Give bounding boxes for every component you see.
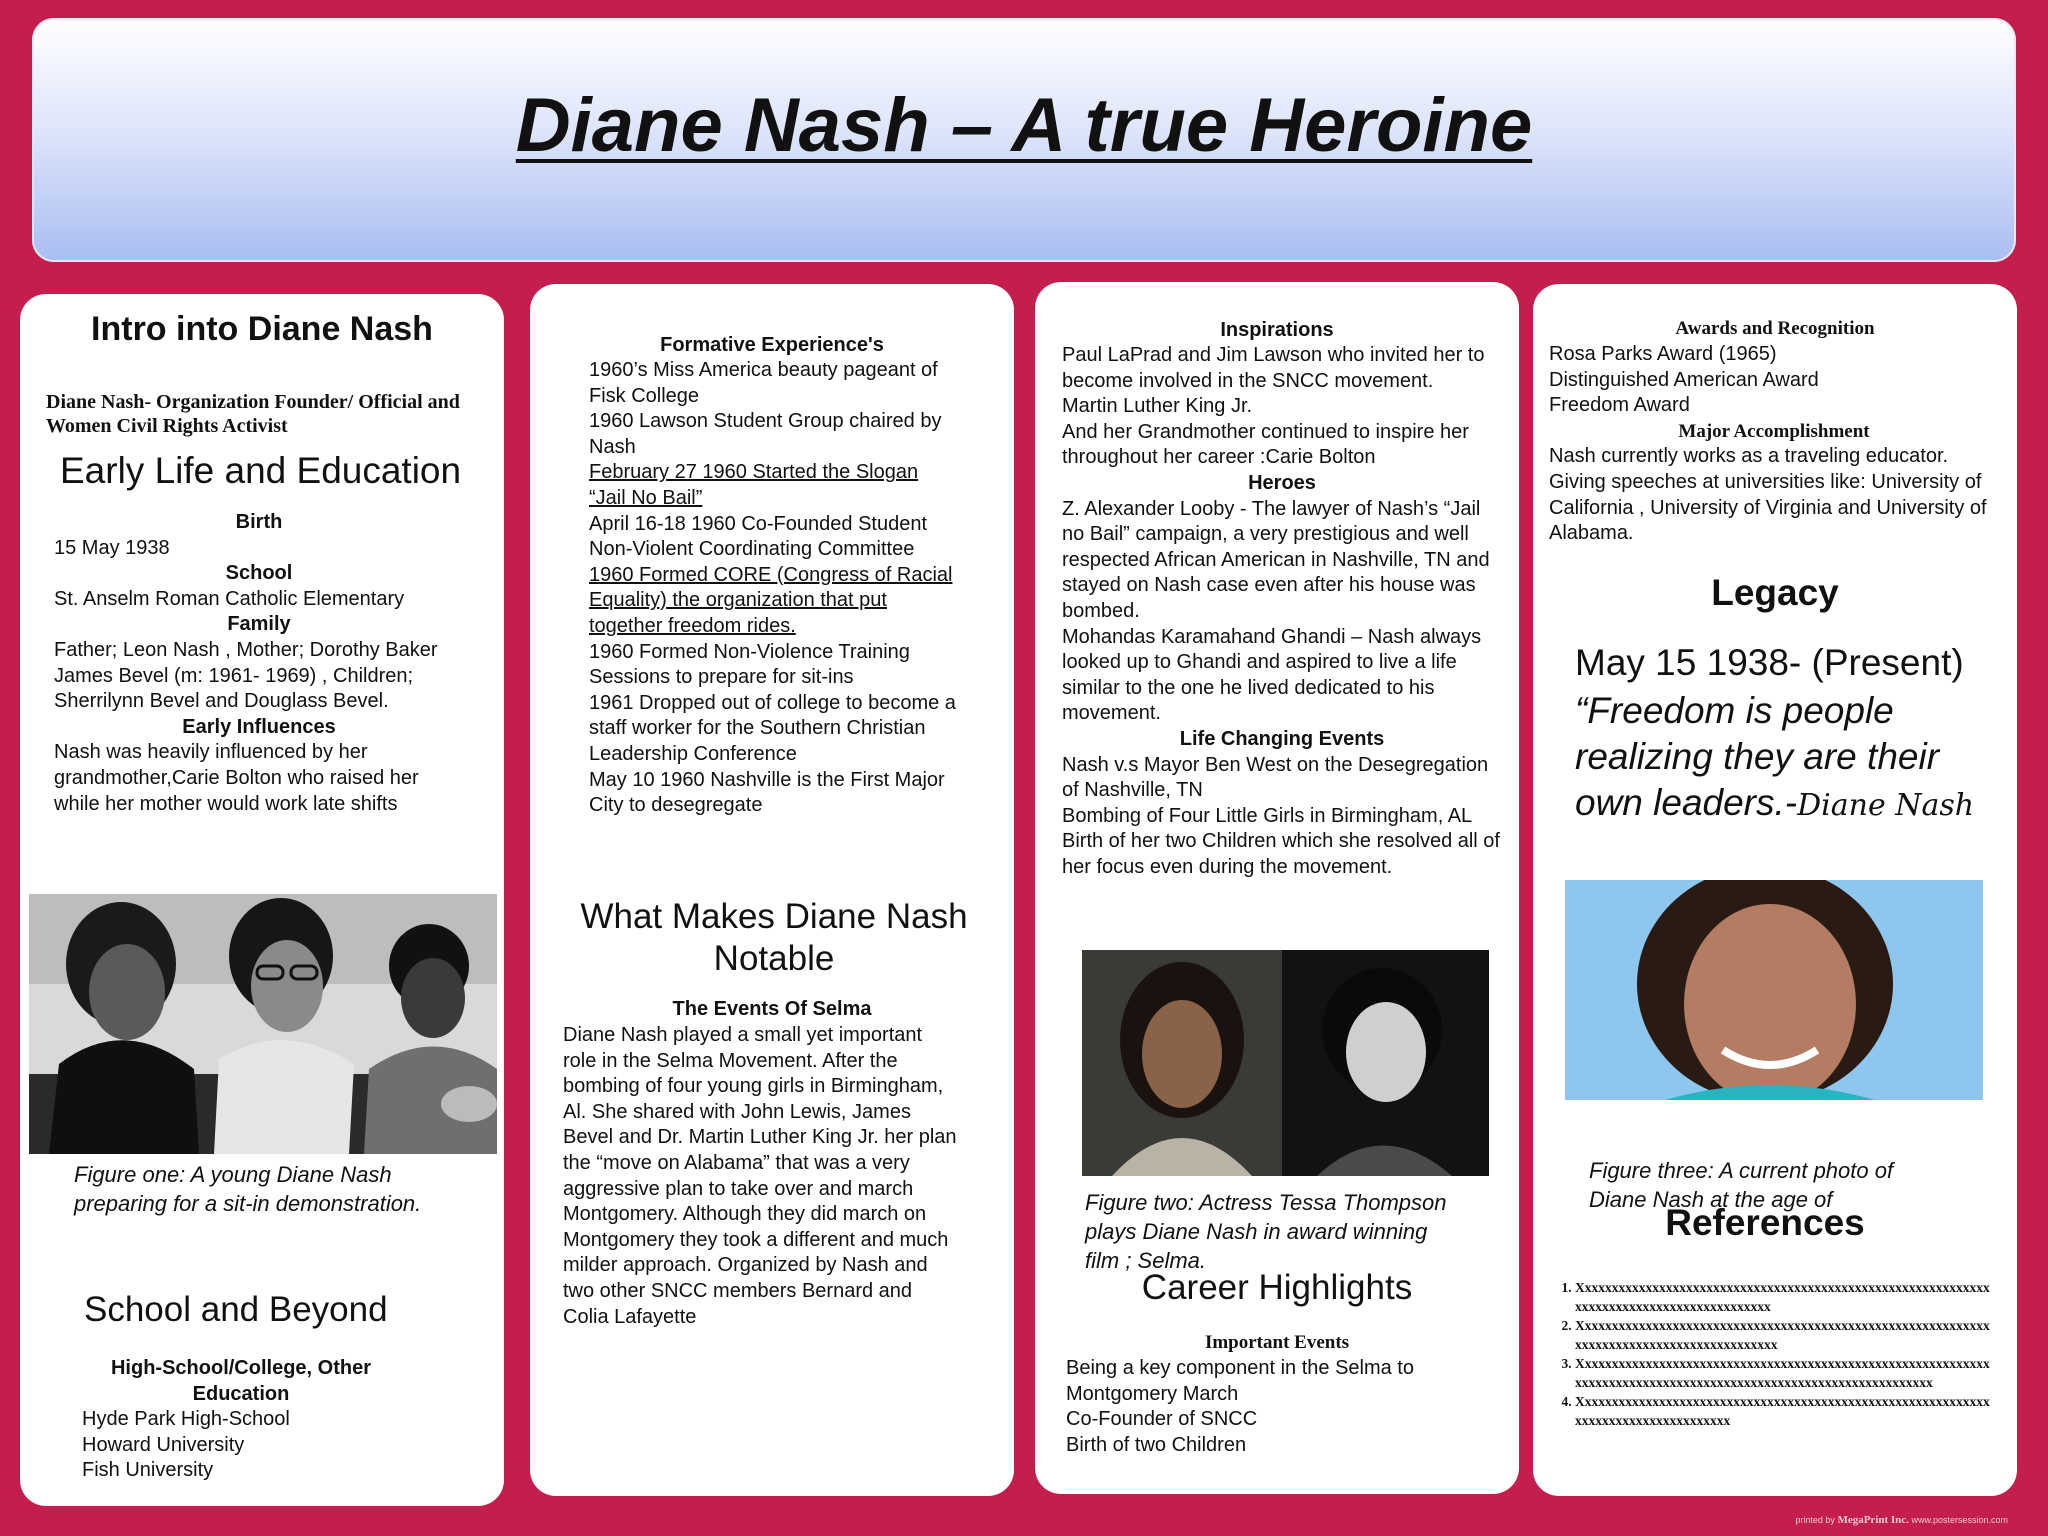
legacy-quote-block: [1575, 688, 1995, 829]
footer-prefix: printed by: [1795, 1515, 1835, 1525]
selma-text: Diane Nash played a small yet important role in the Selma Movement. After the bombing of four young girls in Birmingham, Al. She shared with John Lewis, James Bevel and Dr. Martin Luther King Jr. her plan the “move on Alabama” that was a very aggressive plan to take over and march Montgomery. Although they did march on Montgomery they took a different and much milder approach. Organized by Nash and two other SNCC members Bernard and Colia Lafayette: [563, 1024, 957, 1328]
formative-item: May 10 1960 Nashville is the First Major City to desegregate: [589, 768, 945, 817]
footer-site: www.postersession.com: [1911, 1515, 2008, 1525]
school-item: Hyde Park High-School: [82, 1408, 290, 1430]
formative-item: February 27 1960 Started the Slogan “Jail No Bail”: [589, 461, 919, 509]
intro-subtitle: Diane Nash- Organization Founder/ Official and Women Civil Rights Activist: [46, 391, 460, 437]
references-heading: References: [1665, 1202, 1865, 1243]
formative-item: 1960 Formed CORE (Congress of Racial Equality) the organization that put together freedom rides.: [589, 563, 953, 637]
schools-list: [82, 1407, 290, 1484]
figure-two-caption: Figure two: Actress Tessa Thompson plays Diane Nash in award winning film ; Selma.: [1085, 1190, 1447, 1273]
family-spouse-children: James Bevel (m: 1961- 1969) , Children; Sherrilynn Bevel and Douglass Bevel.: [54, 664, 414, 713]
life-event-item: Bombing of Four Little Girls in Birmingham, AL: [1062, 804, 1473, 827]
formative-item: 1960 Lawson Student Group chaired by Nash: [589, 410, 942, 458]
footer-brand: MegaPrint Inc.: [1837, 1514, 1909, 1526]
formative-item: 1960’s Miss America beauty pageant of Fisk College: [589, 359, 938, 407]
panel-formative: [530, 284, 1014, 1496]
life-events-heading: Life Changing Events: [1179, 727, 1385, 750]
major-accomplishment-text: Nash currently works as a traveling educator. Giving speeches at universities like: University of California , University of Virginia and University of Alabama.: [1549, 445, 1987, 545]
life-event-item: Nash v.s Mayor Ben West on the Desegregation of Nashville, TN: [1062, 753, 1489, 802]
important-events-heading: Important Events: [1204, 1332, 1350, 1353]
intro-heading: Intro into Diane Nash: [91, 310, 433, 348]
influences-heading: Early Influences: [182, 715, 336, 738]
legacy-quote: “Freedom is people realizing they are their own leaders.-: [1575, 690, 1940, 823]
inspirations-block: [1062, 343, 1502, 880]
event-item: Co-Founder of SNCC: [1066, 1408, 1258, 1431]
birth-heading: Birth: [235, 511, 283, 533]
major-accomplishment-heading: Major Accomplishment: [1678, 420, 1870, 442]
reference-item: 3. Xxxxxxxxxxxxxxxxxxxxxxxxxxxxxxxxxxxxxxxxxxxxxxxxxxxxxxxxxxxxxxxxxxxxxxxxxxxxxxxxxxxxxxxxxxxxxxxxxxxxxxxxxxxxxxxxxx: [1575, 1354, 1995, 1392]
inspiration-item: Martin Luther King Jr.: [1062, 395, 1253, 418]
legacy-dates: May 15 1938- (Present): [1575, 642, 1964, 683]
selma-heading: The Events Of Selma: [672, 998, 872, 1020]
school-heading: School: [225, 562, 293, 585]
legacy-heading: Legacy: [1711, 572, 1839, 613]
school-item: Fish University: [82, 1459, 214, 1482]
award-item: Distinguished American Award: [1549, 368, 1819, 391]
awards-heading: Awards and Recognition: [1675, 318, 1875, 339]
hero-item: Mohandas Karamahand Ghandi – Nash always looked up to Ghandi and aspired to live a life similar to the one he lived dedicated to his movement.: [1062, 625, 1482, 725]
family-heading: Family: [227, 613, 291, 636]
figure-one-caption: Figure one: A young Diane Nash preparing for a sit-in demonstration.: [74, 1162, 422, 1216]
school-name: St. Anselm Roman Catholic Elementary: [54, 587, 405, 610]
event-item: Birth of two Children: [1066, 1433, 1247, 1456]
references-list: [1551, 1278, 1995, 1430]
influences-text: Nash was heavily influenced by her grandmother,Carie Bolton who raised her while her mother would work late shifts: [54, 741, 419, 815]
figure-three-caption: Figure three: A current photo of Diane Nash at the age of: [1589, 1158, 1894, 1212]
hero-item: Z. Alexander Looby - The lawyer of Nash’s “Jail no Bail” campaign, a very prestigious and well respected African American in Nashville, TN and stayed on Nash case even after his house was bombed.: [1062, 497, 1490, 622]
reference-item: 4. Xxxxxxxxxxxxxxxxxxxxxxxxxxxxxxxxxxxxxxxxxxxxxxxxxxxxxxxxxxxxxxxxxxxxxxxxxxxxxxxxxxxx: [1575, 1392, 1995, 1430]
school-item: Howard University: [82, 1433, 245, 1456]
event-item: Being a key component in the Selma to Montgomery March: [1066, 1357, 1414, 1405]
formative-item: 1960 Formed Non-Violence Training Sessions to prepare for sit-ins: [589, 640, 910, 689]
current-nash-photo: [1565, 880, 1983, 1100]
award-item: Rosa Parks Award (1965): [1549, 343, 1777, 365]
panel-inspirations: [1035, 282, 1519, 1494]
higher-education-heading: High-School/College, Other Education: [110, 1357, 371, 1405]
school-beyond-heading: School and Beyond: [84, 1290, 388, 1329]
reference-item: 1. Xxxxxxxxxxxxxxxxxxxxxxxxxxxxxxxxxxxxxxxxxxxxxxxxxxxxxxxxxxxxxxxxxxxxxxxxxxxxxxxxxxxxxxxxxx: [1575, 1278, 1995, 1316]
printer-footer: [1795, 1514, 2008, 1526]
family-parents: Father; Leon Nash , Mother; Dorothy Baker: [54, 638, 438, 661]
important-events-list: [1066, 1356, 1466, 1458]
formative-list: [589, 358, 959, 819]
formative-heading: Formative Experience's: [660, 334, 884, 356]
inspirations-heading: Inspirations: [1220, 319, 1334, 341]
inspiration-item: Paul LaPrad and Jim Lawson who invited her to become involved in the SNCC movement.: [1062, 344, 1485, 392]
young-nash-photo: [29, 894, 497, 1154]
birth-date: 15 May 1938: [54, 536, 170, 559]
tessa-thompson-photo: [1082, 950, 1489, 1176]
award-item: Freedom Award: [1549, 394, 1690, 417]
notable-heading: What Makes Diane Nash Notable: [580, 897, 968, 978]
panel-legacy: [1533, 284, 2017, 1496]
poster-title: Diane Nash – A true Heroine: [515, 83, 1533, 168]
early-life-heading: Early Life and Education: [60, 450, 462, 491]
quote-author: Diane Nash: [1797, 788, 1975, 823]
career-heading: Career Highlights: [1141, 1268, 1413, 1307]
early-life-details: [54, 510, 464, 817]
life-event-item: Birth of her two Children which she resolved all of her focus even during the movement.: [1062, 830, 1500, 878]
awards-block: [1549, 342, 1999, 547]
formative-item: 1961 Dropped out of college to become a staff worker for the Southern Christian Leadership Conference: [589, 691, 956, 765]
heroes-heading: Heroes: [1248, 471, 1316, 494]
title-banner: [32, 18, 2016, 262]
formative-item: April 16-18 1960 Co-Founded Student Non-Violent Coordinating Committee: [589, 512, 928, 561]
panel-intro: [20, 294, 504, 1506]
reference-item: 2. Xxxxxxxxxxxxxxxxxxxxxxxxxxxxxxxxxxxxxxxxxxxxxxxxxxxxxxxxxxxxxxxxxxxxxxxxxxxxxxxxxxxxxxxxxxx: [1575, 1316, 1995, 1354]
inspiration-item: And her Grandmother continued to inspire her throughout her career :Carie Bolton: [1062, 420, 1469, 469]
